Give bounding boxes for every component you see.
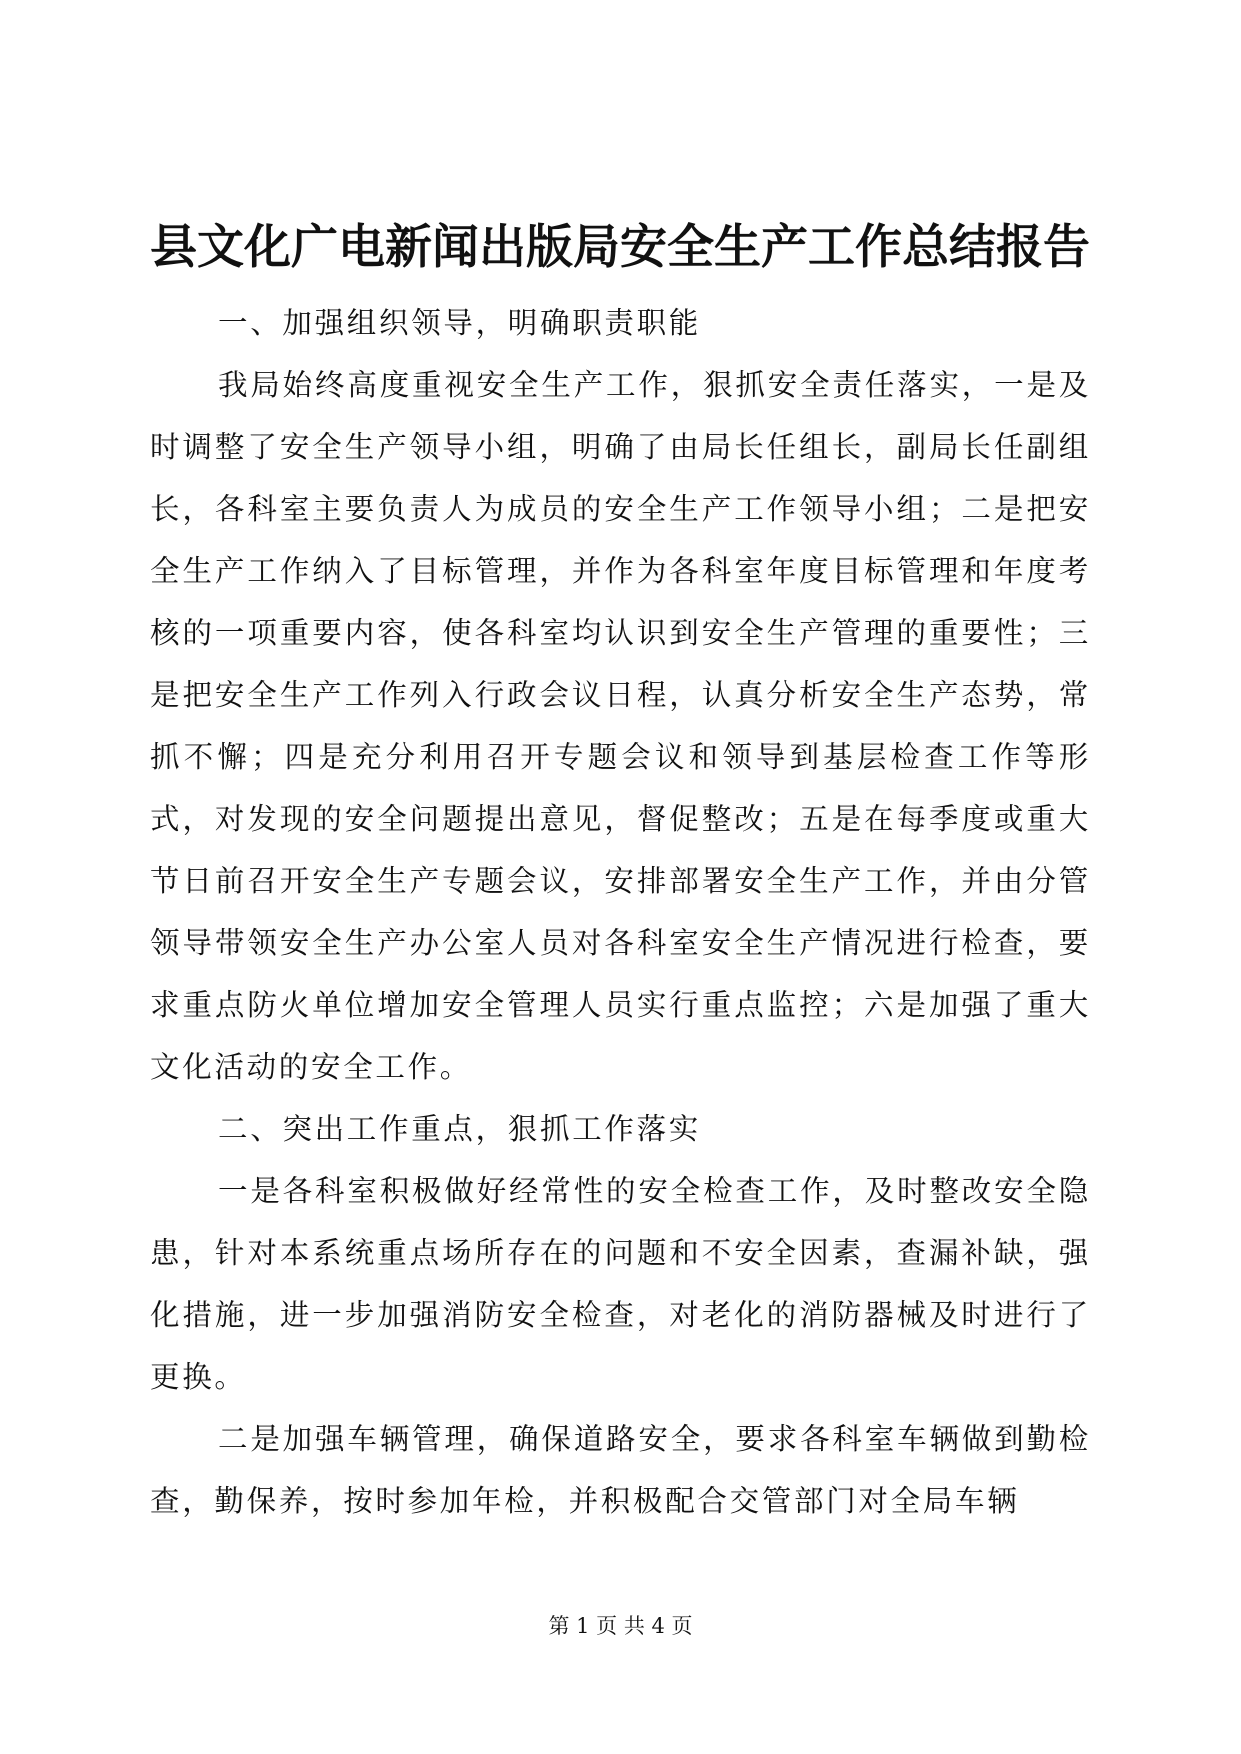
paragraph: 二是加强车辆管理，确保道路安全，要求各科室车辆做到勤检查，勤保养，按时参加年检，并积极配合交管部门对全局车辆: [150, 1422, 1091, 1518]
document-title: 县文化广电新闻出版局安全生产工作总结报告: [150, 220, 1090, 275]
section-heading-1: 一、加强组织领导，明确职责职能: [218, 306, 702, 340]
paragraph: 我局始终高度重视安全生产工作，狠抓安全责任落实，一是及时调整了安全生产领导小组，明确了由局长任组长，副局长任副组长，各科室主要负责人为成员的安全生产工作领导小组；二是把安全生产工作纳入了目标管理，并作为各科室年度目标管理和年度考核的一项重要内容，使各科室均认识到安全生产管理的重要性；三是把安全生产工作列入行政会议日程，认真分析安全生产态势，常抓不懈；四是充分利用召开专题会议和领导到基层检查工作等形式，对发现的安全问题提出意见，督促整改；五是在每季度或重大节日前召开安全生产专题会议，安排部署安全生产工作，并由分管领导带领安全生产办公室人员对各科室安全生产情况进行检查，要求重点防火单位增加安全管理人员实行重点监控；六是加强了重大文化活动的安全工作。: [150, 368, 1091, 1084]
page-number-footer: 第 1 页 共 4 页: [548, 1614, 693, 1638]
document-body: [150, 292, 1091, 1532]
section-heading-2: 二、突出工作重点，狠抓工作落实: [218, 1112, 702, 1146]
paragraph: 一是各科室积极做好经常性的安全检查工作，及时整改安全隐患，针对本系统重点场所存在的问题和不安全因素，查漏补缺，强化措施，进一步加强消防安全检查，对老化的消防器械及时进行了更换。: [150, 1174, 1091, 1394]
